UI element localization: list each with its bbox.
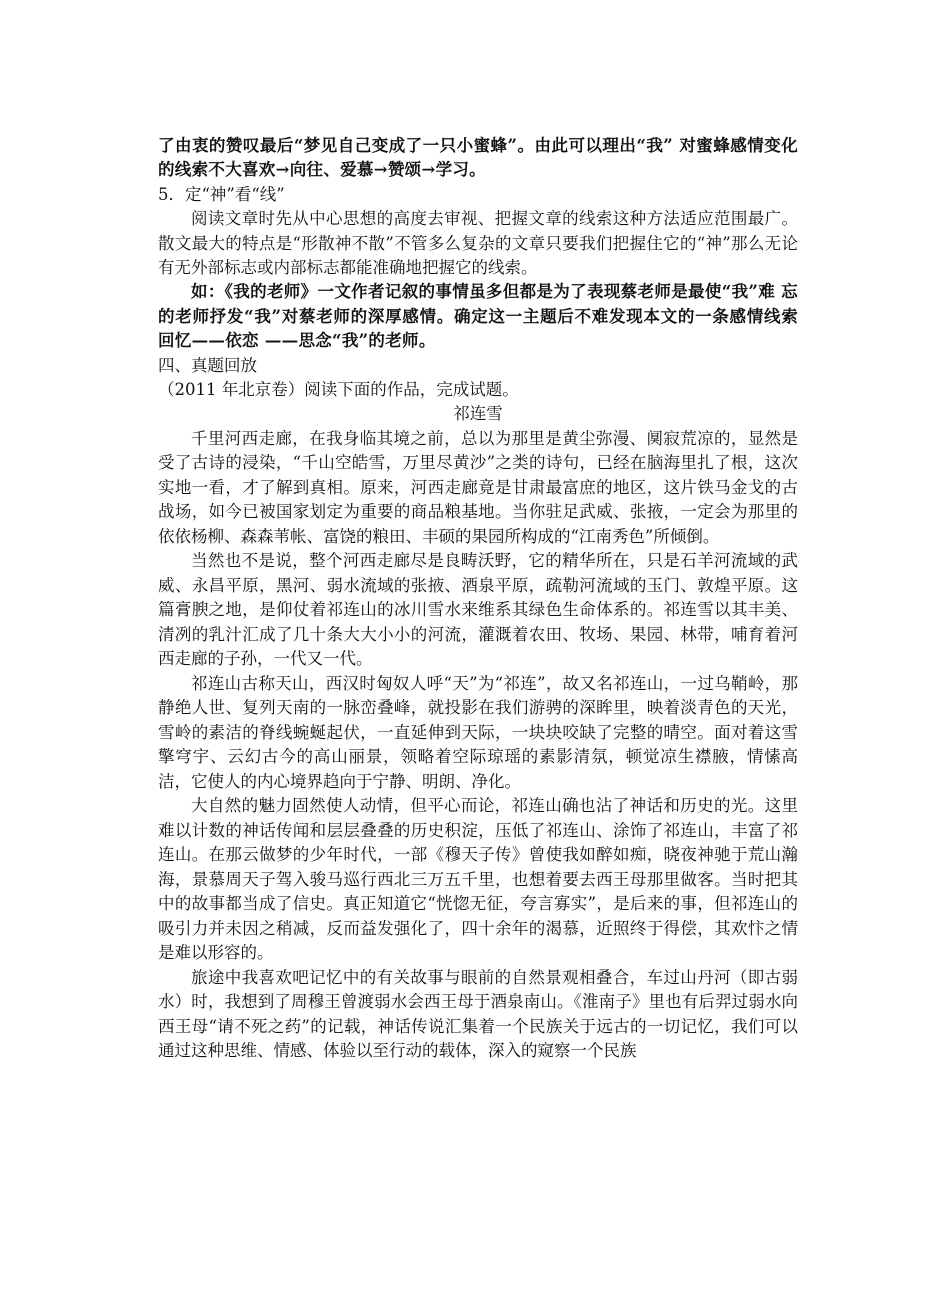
article-title: 祁连雪 (453, 404, 503, 424)
bold-summary-line: 了由衷的赞叹最后“梦见自己变成了一只小蜜蜂”。由此可以理出“我” 对蜜蜂感情变化的线索不大喜欢→向往、爱慕→赞颂→学习。 (158, 136, 798, 180)
section-heading-4: 四、真题回放 (158, 355, 257, 375)
article-paragraph: 当然也不是说，整个河西走廊尽是良畴沃野，它的精华所在，只是石羊河流域的武威、永昌平原，黑河、弱水流域的张掖、酒泉平原，疏勒河流域的玉门、敦煌平原。这篇膏腴之地，是仰仗着祁连山的冰川雪水来维系其绿色生命体系的。祁连雪以其丰美、清冽的乳汁汇成了几十条大大小小的河流，灌溉着农田、牧场、果园、林带，哺育着河 西走廊的子孙，一代又一代。 (158, 551, 798, 669)
exam-intro: （2011 年北京卷）阅读下面的作品，完成试题。 (158, 380, 519, 400)
article-paragraph: 大自然的魅力固然使人动情，但平心而论，祁连山确也沾了神话和历史的光。这里难以计数的神话传闻和层层叠叠的历史积淀，压低了祁连山、涂饰了祁连山，丰富了祁连山。在那云做梦的少年时代，一部《穆天子传》曾使我如醉如痴，晓夜神驰于荒山瀚海，景慕周天子驾入骏马巡行西北三万五千里，也想着要去西王母那里做客。当时把其中的故事都当成了信史。真正知道它“恍惚无征，夸言寡实”，是后来的事，但祁连山的吸引力并未因之稍减，反而益发强化了，四十余年的渴慕，近照终于得偿，其欢忭之情是难以形容的。 (158, 796, 798, 963)
method-paragraph: 阅读文章时先从中心思想的高度去审视、把握文章的线索这种方法适应范围最广。散文最大的特点是“形散神不散”不管多么复杂的文章只要我们把握住它的“神”那么无论有无外部标志或内部标志都能准确地把握它的线索。 (158, 209, 798, 278)
document-page (158, 134, 798, 1064)
article-paragraph: 祁连山古称天山，西汉时匈奴人呼“天”为“祁连”，故又名祁连山，一过乌鞘岭，那静绝人世、复列天南的一脉峦叠峰，就投影在我们游骋的深眸里，映着淡青色的天光，雪岭的素洁的脊线蜿蜒起伏，一直延伸到天际，一块块咬缺了完整的晴空。面对着这雪擎穹宇、云幻古今的高山丽景，领略着空际琼瑶的素影清氛，顿觉凉生襟腋，情愫高洁，它使人的内心境界趋向于宁静、明朗、净化。 (158, 673, 798, 791)
article-paragraph: 旅途中我喜欢吧记忆中的有关故事与眼前的自然景观相叠合，车过山丹河（即古弱水）时，我想到了周穆王曾渡弱水会西王母于酒泉南山。《淮南子》里也有后羿过弱水向西王母“请不死之药”的记载，神话传说汇集着一个民族关于远古的一切记忆，我们可以通过这种思维、情感、体验以至行动的载体，深入的窥察一个民族 (158, 967, 798, 1061)
article-paragraph: 千里河西走廊，在我身临其境之前，总以为那里是黄尘弥漫、阒寂荒凉的，显然是受了古诗的浸染，“千山空皓雪，万里尽黄沙”之类的诗句，已经在脑海里扎了根，这次实地一看，才了解到真相。原来，河西走廊竟是甘肃最富庶的地区，这片铁马金戈的古战场，如今已被国家划定为重要的商品粮基地。当你驻足武威、张掖，一定会为那里的依依杨柳、森森苇帐、富饶的粮田、丰硕的果园所构成的“江南秀色”所倾倒。 (158, 428, 798, 546)
bold-example-paragraph: 如：《我的老师》一文作者记叙的事情虽多但都是为了表现蔡老师是最使“我”难 忘的老师抒发“我”对蔡老师的深厚感情。确定这一主题后不难发现本文的一条感情线索回忆——依恋 ——思念“我”的老师。 (158, 282, 798, 351)
section-heading-5: 5．定“神”看“线” (158, 184, 285, 204)
